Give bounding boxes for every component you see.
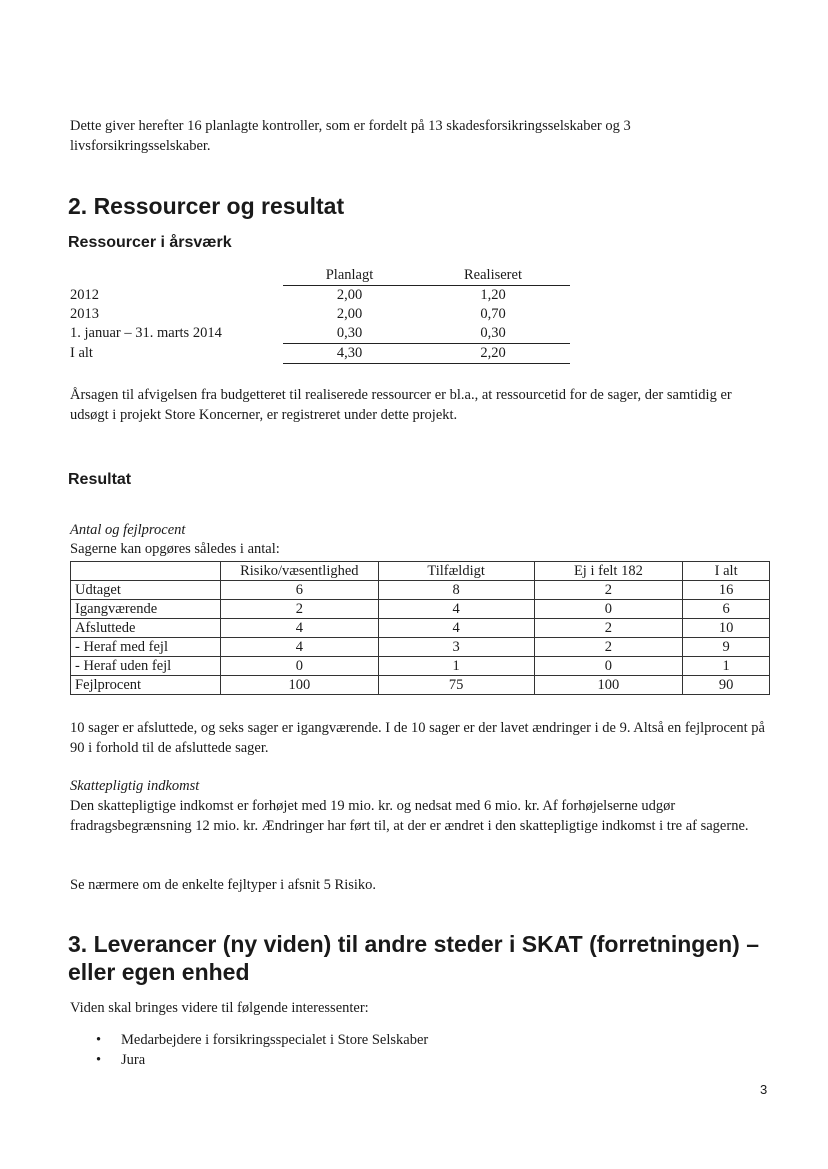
cases-cell: 100 [534, 676, 683, 695]
cases-cell: - Heraf uden fejl [71, 657, 221, 676]
resources-row [70, 286, 570, 306]
resources-cell: 4,30 [283, 344, 416, 364]
cases-header-cell: Ej i felt 182 [534, 562, 683, 581]
cases-header-cell [71, 562, 221, 581]
cases-cell: 10 [683, 619, 770, 638]
resources-header-row [70, 266, 570, 286]
cases-cell: - Heraf med fejl [71, 638, 221, 657]
cases-paragraph: 10 sager er afsluttede, og seks sager er igangværende. I de 10 sager er der lavet ændringer i de 9. Altså en fejlprocent på 90 i forhold til de afsluttede sager. [70, 720, 765, 756]
cases-table [70, 561, 770, 695]
cases-header-cell: Tilfældigt [378, 562, 534, 581]
page-number: 3 [760, 1082, 768, 1097]
cases-cell: Igangværende [71, 600, 221, 619]
cases-cell: 0 [220, 657, 378, 676]
resources-header-cell: Planlagt [283, 266, 416, 286]
deviation-paragraph: Årsagen til afvigelsen fra budgetteret til realiserede ressourcer er bl.a., at ressourcetid for de sager, der samtidig er udsøgt i projekt Store Koncerner, er registreret under dette projekt. [70, 387, 732, 423]
cases-cell: 4 [220, 619, 378, 638]
cases-cell: 1 [683, 657, 770, 676]
cases-cell: 1 [378, 657, 534, 676]
resources-cell: 2012 [70, 286, 99, 303]
cases-cell: 2 [534, 619, 683, 638]
count-intro: Sagerne kan opgøres således i antal: [70, 541, 280, 557]
resources-row [70, 305, 570, 324]
cases-cell: Fejlprocent [71, 676, 221, 695]
resources-cell: 2,00 [336, 287, 363, 303]
resources-heading: Ressourcer i årsværk [68, 234, 232, 251]
list-item: • Medarbejdere i forsikringsspecialet i Store Selskaber [96, 1030, 428, 1050]
cases-header-row [71, 562, 770, 581]
cases-cell: 4 [378, 600, 534, 619]
cases-row [71, 600, 770, 619]
intro-paragraph: Dette giver herefter 16 planlagte kontroller, som er fordelt på 13 skadesforsikringsselskaber og 3 livsforsikringsselskaber. [70, 118, 631, 154]
resources-header-cell: Realiseret [416, 266, 570, 286]
cases-row [71, 638, 770, 657]
resources-row [70, 324, 570, 344]
see-more-paragraph: Se nærmere om de enkelte fejltyper i afsnit 5 Risiko. [70, 877, 377, 893]
resources-table [70, 266, 570, 364]
result-heading: Resultat [68, 471, 132, 488]
cases-row [71, 657, 770, 676]
cases-row [71, 676, 770, 695]
cases-cell: 100 [220, 676, 378, 695]
cases-cell: Udtaget [71, 581, 221, 600]
cases-cell: 16 [683, 581, 770, 600]
cases-cell: 2 [534, 638, 683, 657]
income-paragraph: Den skattepligtige indkomst er forhøjet med 19 mio. kr. og nedsat med 6 mio. kr. Af forhøjelserne udgør fradragsbegrænsning 12 mio. kr. Ændringer har ført til, at der er ændret i den skattepligtige indkomst i tre af sagerne. [70, 798, 749, 834]
cases-cell: 6 [220, 581, 378, 600]
cases-cell: 9 [683, 638, 770, 657]
cases-row [71, 581, 770, 600]
count-subheading: Antal og fejlprocent [70, 522, 186, 538]
cases-cell: 3 [378, 638, 534, 657]
cases-cell: Afsluttede [71, 619, 221, 638]
resources-cell: 2013 [70, 306, 99, 322]
section-3-intro: Viden skal bringes videre til følgende interessenter: [70, 1000, 369, 1016]
resources-cell: 1. januar – 31. marts 2014 [70, 325, 222, 342]
resources-cell: 0,30 [416, 324, 570, 344]
list-item: • Jura [96, 1050, 428, 1070]
resources-cell: I alt [70, 345, 93, 361]
resources-total-row [70, 344, 570, 364]
cases-cell: 8 [378, 581, 534, 600]
cases-cell: 6 [683, 600, 770, 619]
resources-cell: 1,20 [480, 287, 506, 303]
resources-cell: 2,00 [336, 306, 363, 322]
cases-cell: 0 [534, 600, 683, 619]
stakeholder-list [96, 1030, 428, 1070]
section-3-title: 3. Leverancer (ny viden) til andre steder i SKAT (forretningen) – eller egen enhed [68, 931, 760, 985]
resources-cell: 2,20 [416, 344, 570, 364]
cases-cell: 75 [378, 676, 534, 695]
cases-header-cell: I alt [683, 562, 770, 581]
cases-row [71, 619, 770, 638]
income-subheading: Skattepligtig indkomst [70, 778, 200, 794]
cases-cell: 2 [220, 600, 378, 619]
resources-header-cell [70, 266, 283, 286]
cases-cell: 90 [683, 676, 770, 695]
cases-cell: 0 [534, 657, 683, 676]
section-2-title: 2. Ressourcer og resultat [68, 193, 345, 219]
resources-cell: 0,30 [283, 324, 416, 344]
cases-header-cell: Risiko/væsentlighed [220, 562, 378, 581]
resources-cell: 0,70 [480, 306, 506, 322]
cases-cell: 2 [534, 581, 683, 600]
cases-cell: 4 [378, 619, 534, 638]
cases-cell: 4 [220, 638, 378, 657]
